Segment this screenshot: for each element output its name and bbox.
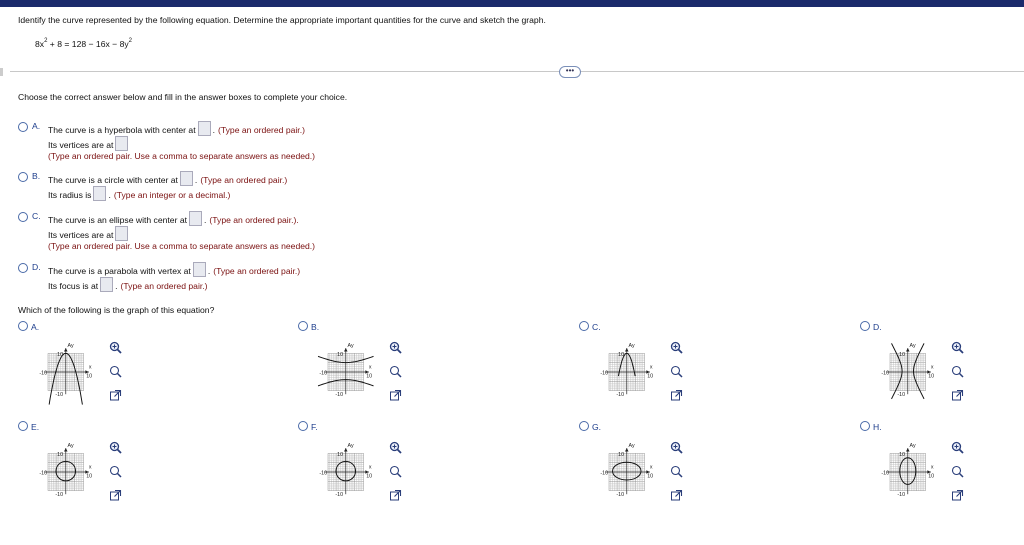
option-hint: (Type an ordered pair.) [213, 266, 301, 276]
option-text: The curve is a circle with center at [48, 175, 178, 185]
graph-thumbnail[interactable] [874, 338, 938, 406]
option-line [48, 151, 315, 161]
option-hint: (Type an ordered pair.). [209, 215, 299, 225]
axis-label: 10 [928, 373, 935, 380]
option-punct: . [212, 125, 215, 135]
zoom-out-icon[interactable] [389, 365, 402, 378]
axis-label: -10 [335, 492, 344, 498]
equation-part-b: + 8 = 128 − 16x − 8y [47, 39, 129, 49]
graph-letter: D. [873, 322, 882, 332]
option-line [48, 171, 287, 186]
graph-letter: A. [31, 322, 40, 332]
axis-label: 10 [618, 452, 625, 458]
zoom-in-icon[interactable] [109, 441, 122, 454]
axis-label: 10 [647, 473, 654, 480]
zoom-in-icon[interactable] [109, 341, 122, 354]
graph-thumbnail[interactable] [312, 338, 376, 406]
popout-icon[interactable] [951, 489, 964, 502]
zoom-in-icon[interactable] [670, 341, 683, 354]
axis-label: 10 [366, 373, 373, 380]
graph-option-b[interactable] [298, 321, 319, 332]
popout-icon[interactable] [389, 389, 402, 402]
graph-thumbnail[interactable] [32, 438, 96, 506]
graph-radio[interactable] [860, 321, 870, 331]
option-hint: (Type an ordered pair. Use a comma to separate answers as needed.) [48, 151, 316, 161]
graph-option-f[interactable] [298, 421, 318, 432]
axis-label: -10 [55, 392, 64, 398]
divider [10, 71, 1024, 72]
axis-label: x [368, 464, 372, 471]
option-radio-c[interactable] [18, 212, 28, 222]
option-line [48, 186, 230, 201]
axis-label: x [649, 364, 653, 371]
option-punct: . [204, 215, 207, 225]
graph-radio[interactable] [298, 321, 308, 331]
option-hint: (Type an integer or a decimal.) [113, 190, 231, 200]
zoom-in-icon[interactable] [951, 441, 964, 454]
option-line [48, 136, 130, 151]
option-radio-d[interactable] [18, 263, 28, 273]
axis-label: Ay [628, 443, 635, 450]
option-radio-a[interactable] [18, 122, 28, 132]
graph-letter: H. [873, 422, 882, 432]
axis-label: x [930, 364, 934, 371]
option-punct: . [115, 281, 118, 291]
axis-label: -10 [319, 470, 328, 477]
graph-prompt: Which of the following is the graph of this equation? [18, 305, 215, 315]
axis-label: x [88, 464, 92, 471]
axis-label: -10 [616, 492, 625, 498]
option-text: The curve is a hyperbola with center at [48, 125, 196, 135]
option-text: Its focus is at [48, 281, 99, 291]
zoom-in-icon[interactable] [389, 341, 402, 354]
graph-letter: F. [311, 422, 318, 432]
left-marker [0, 68, 3, 76]
axis-label: 10 [366, 473, 373, 480]
axis-label: -10 [319, 370, 328, 377]
axis-label: -10 [335, 392, 344, 398]
axis-label: x [88, 364, 92, 371]
option-line [48, 211, 299, 226]
axis-label: -10 [39, 470, 48, 477]
graph-radio[interactable] [18, 321, 28, 331]
option-line [48, 277, 208, 292]
option-letter: B. [32, 171, 41, 181]
answer-box[interactable] [115, 136, 128, 151]
axis-label: -10 [55, 492, 64, 498]
option-text: The curve is an ellipse with center at [48, 215, 187, 225]
graph-option-c[interactable] [579, 321, 601, 332]
answer-box[interactable] [115, 226, 128, 241]
zoom-out-icon[interactable] [951, 465, 964, 478]
graph-letter: G. [592, 422, 602, 432]
answer-box[interactable] [93, 186, 106, 201]
graph-thumbnail[interactable] [32, 338, 96, 406]
option-punct: . [194, 175, 198, 185]
axis-label: x [368, 364, 372, 371]
question-instruction: Identify the curve represented by the following equation. Determine the appropriate important quantities for the curve and sketch the graph. [18, 15, 546, 25]
axis-label: -10 [600, 470, 609, 477]
graph-thumbnail[interactable] [593, 438, 657, 506]
axis-label: 10 [57, 352, 64, 358]
zoom-out-icon[interactable] [109, 365, 122, 378]
answer-box[interactable] [180, 171, 193, 186]
popout-icon[interactable] [670, 489, 683, 502]
answer-box[interactable] [100, 277, 113, 292]
popout-icon[interactable] [951, 389, 964, 402]
axis-label: -10 [616, 392, 625, 398]
option-line [48, 241, 315, 251]
option-punct: . [108, 190, 111, 200]
equation-part-a: 8x [35, 39, 45, 49]
axis-label: Ay [909, 443, 916, 450]
option-hint: (Type an ordered pair.) [120, 281, 208, 291]
option-radio-b[interactable] [18, 172, 28, 182]
axis-label: -10 [897, 392, 906, 398]
graph-option-e[interactable] [18, 421, 39, 432]
option-hint: (Type an ordered pair.) [218, 125, 305, 135]
axis-label: Ay [347, 343, 354, 350]
axis-label: -10 [39, 370, 48, 377]
answer-prompt: Choose the correct answer below and fill in the answer boxes to complete your choice. [18, 92, 348, 102]
equation [35, 38, 132, 49]
zoom-out-icon[interactable] [670, 465, 683, 478]
axis-label: Ay [909, 343, 916, 350]
answer-box[interactable] [193, 262, 206, 277]
zoom-out-icon[interactable] [389, 465, 402, 478]
equation-exp-2: 2 [128, 38, 132, 44]
axis-label: Ay [67, 443, 74, 450]
graph-option-g[interactable] [579, 421, 601, 432]
graph-radio[interactable] [860, 421, 870, 431]
graph-thumbnail[interactable] [593, 338, 657, 406]
graph-letter: C. [592, 322, 601, 332]
zoom-in-icon[interactable] [389, 441, 402, 454]
axis-label: x [930, 464, 934, 471]
option-line [48, 226, 130, 241]
axis-label: -10 [600, 370, 609, 377]
graph-radio[interactable] [579, 321, 589, 331]
axis-label: 10 [899, 352, 906, 358]
axis-label: 10 [899, 452, 906, 458]
zoom-in-icon[interactable] [951, 341, 964, 354]
axis-label: -10 [881, 470, 890, 477]
option-punct: . [207, 266, 211, 276]
graph-thumbnail[interactable] [312, 438, 376, 506]
graph-letter: E. [31, 422, 40, 432]
axis-label: -10 [881, 370, 890, 377]
axis-label: 10 [647, 373, 654, 380]
axis-label: Ay [628, 343, 635, 350]
graph-option-h[interactable] [860, 421, 882, 432]
option-line [48, 121, 305, 136]
zoom-in-icon[interactable] [670, 441, 683, 454]
zoom-out-icon[interactable] [109, 465, 122, 478]
popout-icon[interactable] [389, 489, 402, 502]
axis-label: x [649, 464, 653, 471]
graph-radio[interactable] [579, 421, 589, 431]
option-text: Its radius is [48, 190, 92, 200]
option-line [48, 262, 300, 277]
option-letter: A. [32, 121, 41, 131]
zoom-out-icon[interactable] [670, 365, 683, 378]
axis-label: 10 [337, 452, 344, 458]
axis-label: Ay [67, 343, 74, 350]
axis-label: 10 [86, 373, 93, 380]
option-text: The curve is a parabola with vertex at [48, 266, 191, 276]
axis-label: Ay [347, 443, 354, 450]
graph-option-d[interactable] [860, 321, 882, 332]
graph-thumbnail[interactable] [874, 438, 938, 506]
axis-label: 10 [337, 352, 344, 358]
option-letter: C. [32, 211, 41, 221]
option-hint: (Type an ordered pair.) [200, 175, 288, 185]
option-hint: (Type an ordered pair. Use a comma to separate answers as needed.) [48, 241, 316, 251]
axis-label: 10 [57, 452, 64, 458]
zoom-out-icon[interactable] [951, 365, 964, 378]
graph-letter: B. [311, 322, 320, 332]
axis-label: 10 [86, 473, 93, 480]
graph-option-a[interactable] [18, 321, 39, 332]
axis-label: -10 [897, 492, 906, 498]
option-text: Its vertices are at [48, 140, 114, 150]
expand-button[interactable]: ••• [559, 66, 581, 78]
option-text: Its vertices are at [48, 230, 114, 240]
popout-icon[interactable] [109, 489, 122, 502]
equation-exp-1: 2 [44, 38, 48, 44]
answer-box[interactable] [189, 211, 202, 226]
answer-box[interactable] [198, 121, 211, 136]
option-letter: D. [32, 262, 41, 272]
popout-icon[interactable] [109, 389, 122, 402]
graph-radio[interactable] [18, 421, 28, 431]
top-bar [0, 0, 1024, 7]
axis-label: 10 [618, 352, 625, 358]
popout-icon[interactable] [670, 389, 683, 402]
axis-label: 10 [928, 473, 935, 480]
graph-radio[interactable] [298, 421, 308, 431]
